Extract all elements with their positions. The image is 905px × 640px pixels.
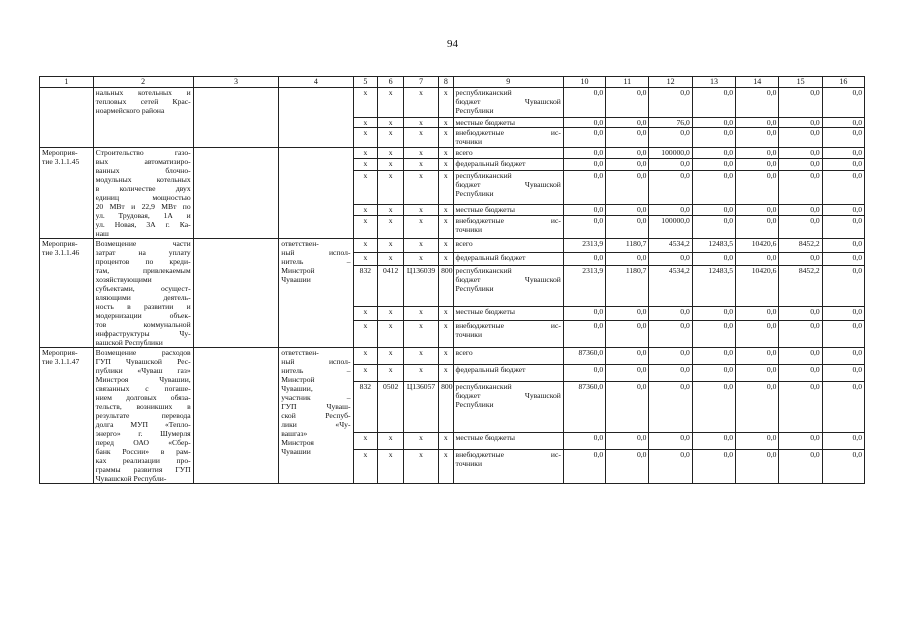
amount-cell: 0,0 (692, 450, 735, 484)
budget-code-cell: 800 (439, 382, 453, 433)
funding-source-cell: внебюджетные ис- точники (453, 128, 563, 148)
amount-cell: 0,0 (563, 88, 605, 118)
budget-code-cell: x (353, 216, 378, 239)
budget-code-cell: 0502 (378, 382, 404, 433)
program-table (39, 76, 865, 484)
amount-cell: 0,0 (822, 216, 864, 239)
column-number-16: 16 (822, 77, 864, 88)
amount-cell: 0,0 (692, 216, 735, 239)
amount-cell: 0,0 (822, 307, 864, 321)
budget-code-cell: x (439, 170, 453, 204)
amount-cell: 0,0 (822, 88, 864, 118)
budget-code-cell: x (353, 88, 378, 118)
funding-source-cell: республиканский бюджет Чувашской Республики (453, 266, 563, 307)
column-number-5: 5 (353, 77, 378, 88)
amount-cell: 0,0 (606, 433, 649, 450)
budget-code-cell: x (404, 204, 439, 215)
amount-cell: 0,0 (779, 252, 822, 266)
budget-code-cell: x (439, 365, 453, 382)
amount-cell: 0,0 (606, 365, 649, 382)
funding-source-cell: местные бюджеты (453, 307, 563, 321)
amount-cell: 0,0 (692, 118, 735, 128)
budget-code-cell: x (378, 170, 404, 204)
measure-code-cell: Мероприя- тие 3.1.1.46 (40, 239, 94, 348)
measure-code-cell: Мероприя- тие 3.1.1.47 (40, 348, 94, 484)
amount-cell: 0,0 (779, 320, 822, 347)
funding-source-cell: федеральный бюджет (453, 252, 563, 266)
budget-code-cell: x (439, 252, 453, 266)
amount-cell: 0,0 (649, 382, 692, 433)
amount-cell: 0,0 (779, 365, 822, 382)
amount-cell: 0,0 (606, 450, 649, 484)
amount-cell: 0,0 (692, 433, 735, 450)
measure-code-cell: Мероприя- тие 3.1.1.45 (40, 148, 94, 239)
budget-code-cell: x (404, 239, 439, 253)
measure-description-cell: Строительство газо- вых автоматизиро- ванных блочно- модульных котельных в количестве двух единиц мощностью 20 МВт и 22,9 МВт по ул. Трудовая, 1А и ул. Новая, 3А г. Ка- наш (93, 148, 193, 239)
amount-cell: 0,0 (779, 118, 822, 128)
budget-code-cell: x (378, 307, 404, 321)
amount-cell: 0,0 (692, 348, 735, 365)
amount-cell: 0,0 (563, 216, 605, 239)
budget-code-cell: x (439, 307, 453, 321)
amount-cell: 0,0 (736, 118, 779, 128)
amount-cell: 0,0 (563, 204, 605, 215)
amount-cell: 0,0 (736, 320, 779, 347)
amount-cell: 0,0 (649, 433, 692, 450)
amount-cell: 0,0 (649, 204, 692, 215)
amount-cell: 0,0 (563, 148, 605, 159)
budget-code-cell: x (353, 307, 378, 321)
amount-cell: 0,0 (606, 148, 649, 159)
funding-source-cell: всего (453, 348, 563, 365)
amount-cell: 4534,2 (649, 266, 692, 307)
funding-source-cell: внебюджетные ис- точники (453, 450, 563, 484)
budget-code-cell: x (404, 433, 439, 450)
amount-cell: 0,0 (606, 216, 649, 239)
column-number-1: 1 (40, 77, 94, 88)
budget-code-cell: x (404, 320, 439, 347)
amount-cell: 0,0 (779, 450, 822, 484)
amount-cell: 0,0 (822, 450, 864, 484)
amount-cell: 1180,7 (606, 239, 649, 253)
budget-code-cell: x (353, 320, 378, 347)
budget-code-cell: x (404, 365, 439, 382)
amount-cell: 0,0 (736, 170, 779, 204)
amount-cell: 0,0 (736, 252, 779, 266)
budget-code-cell: x (439, 148, 453, 159)
amount-cell: 1180,7 (606, 266, 649, 307)
amount-cell: 0,0 (779, 348, 822, 365)
column-number-4: 4 (279, 77, 353, 88)
column-number-11: 11 (606, 77, 649, 88)
amount-cell: 0,0 (779, 88, 822, 118)
budget-code-cell: x (353, 433, 378, 450)
amount-cell: 0,0 (692, 252, 735, 266)
budget-code-cell: x (439, 320, 453, 347)
budget-code-cell: 832 (353, 382, 378, 433)
budget-code-cell: x (378, 365, 404, 382)
funding-source-cell: федеральный бюджет (453, 159, 563, 170)
column-number-7: 7 (404, 77, 439, 88)
budget-code-cell: x (378, 252, 404, 266)
budget-code-cell: x (353, 348, 378, 365)
amount-cell: 0,0 (779, 307, 822, 321)
page-number: 94 (447, 38, 458, 50)
budget-code-cell: x (378, 148, 404, 159)
funding-source-cell: внебюджетные ис- точники (453, 216, 563, 239)
table-row (40, 88, 865, 118)
budget-code-cell: x (404, 348, 439, 365)
amount-cell: 0,0 (563, 433, 605, 450)
amount-cell: 0,0 (606, 252, 649, 266)
amount-cell: 100000,0 (649, 148, 692, 159)
budget-code-cell: x (439, 128, 453, 148)
measure-description-cell: нальных котельных и тепловых сетей Крас- ноармейского района (93, 88, 193, 148)
amount-cell: 10420,6 (736, 239, 779, 253)
amount-cell: 0,0 (649, 128, 692, 148)
amount-cell: 0,0 (736, 148, 779, 159)
budget-code-cell: 0412 (378, 266, 404, 307)
column-number-9: 9 (453, 77, 563, 88)
budget-code-cell: x (404, 216, 439, 239)
table-row (40, 148, 865, 159)
amount-cell: 0,0 (563, 252, 605, 266)
amount-cell: 0,0 (736, 365, 779, 382)
budget-code-cell: Ц136039 (404, 266, 439, 307)
amount-cell: 0,0 (822, 204, 864, 215)
table-row (40, 348, 865, 365)
funding-source-cell: всего (453, 239, 563, 253)
funding-source-cell: местные бюджеты (453, 118, 563, 128)
measure-code-cell (40, 88, 94, 148)
amount-cell: 0,0 (606, 320, 649, 347)
amount-cell: 76,0 (649, 118, 692, 128)
amount-cell: 0,0 (736, 216, 779, 239)
amount-cell: 100000,0 (649, 216, 692, 239)
budget-code-cell: x (404, 159, 439, 170)
amount-cell: 12483,5 (692, 239, 735, 253)
budget-code-cell: x (439, 450, 453, 484)
budget-code-cell: x (353, 118, 378, 128)
funding-source-cell: внебюджетные ис- точники (453, 320, 563, 347)
amount-cell: 0,0 (649, 348, 692, 365)
amount-cell: 0,0 (606, 307, 649, 321)
budget-code-cell: x (404, 148, 439, 159)
amount-cell: 0,0 (649, 170, 692, 204)
budget-code-cell: x (378, 128, 404, 148)
budget-code-cell: x (378, 348, 404, 365)
amount-cell: 0,0 (822, 159, 864, 170)
amount-cell: 0,0 (606, 204, 649, 215)
amount-cell: 0,0 (649, 450, 692, 484)
budget-code-cell: x (378, 88, 404, 118)
amount-cell: 0,0 (692, 88, 735, 118)
budget-code-cell: x (404, 88, 439, 118)
amount-cell: 0,0 (563, 307, 605, 321)
budget-code-cell: x (439, 118, 453, 128)
budget-code-cell: x (353, 204, 378, 215)
budget-code-cell: x (353, 159, 378, 170)
amount-cell: 0,0 (563, 365, 605, 382)
amount-cell: 0,0 (822, 252, 864, 266)
amount-cell: 0,0 (606, 128, 649, 148)
amount-cell: 0,0 (563, 170, 605, 204)
amount-cell: 0,0 (736, 382, 779, 433)
amount-cell: 0,0 (563, 159, 605, 170)
amount-cell: 0,0 (779, 170, 822, 204)
budget-code-cell: x (404, 450, 439, 484)
amount-cell: 0,0 (779, 216, 822, 239)
amount-cell: 0,0 (606, 88, 649, 118)
funding-source-cell: всего (453, 148, 563, 159)
executor-cell (279, 148, 353, 239)
amount-cell: 8452,2 (779, 239, 822, 253)
column-number-2: 2 (93, 77, 193, 88)
budget-code-cell: x (439, 204, 453, 215)
budget-code-cell: Ц136057 (404, 382, 439, 433)
amount-cell: 0,0 (822, 239, 864, 253)
amount-cell: 0,0 (822, 365, 864, 382)
budget-code-cell: x (378, 216, 404, 239)
column-number-8: 8 (439, 77, 453, 88)
amount-cell: 0,0 (649, 365, 692, 382)
budget-code-cell: x (439, 348, 453, 365)
amount-cell: 0,0 (692, 204, 735, 215)
column-number-6: 6 (378, 77, 404, 88)
amount-cell: 12483,5 (692, 266, 735, 307)
amount-cell: 0,0 (822, 118, 864, 128)
amount-cell: 0,0 (563, 128, 605, 148)
amount-cell: 0,0 (692, 148, 735, 159)
amount-cell: 0,0 (779, 204, 822, 215)
amount-cell: 0,0 (563, 450, 605, 484)
amount-cell: 0,0 (692, 382, 735, 433)
amount-cell: 0,0 (606, 348, 649, 365)
amount-cell: 0,0 (822, 266, 864, 307)
budget-code-cell: x (353, 365, 378, 382)
amount-cell: 0,0 (649, 320, 692, 347)
funding-source-cell: местные бюджеты (453, 433, 563, 450)
amount-cell: 0,0 (736, 159, 779, 170)
amount-cell: 0,0 (563, 320, 605, 347)
budget-code-cell: x (439, 216, 453, 239)
budget-code-cell: x (404, 252, 439, 266)
amount-cell: 0,0 (822, 128, 864, 148)
budget-code-cell: x (439, 239, 453, 253)
budget-code-cell: x (378, 159, 404, 170)
table-row (40, 239, 865, 253)
budget-code-cell: x (353, 148, 378, 159)
budget-code-cell: x (378, 239, 404, 253)
column-number-15: 15 (779, 77, 822, 88)
column-number-12: 12 (649, 77, 692, 88)
amount-cell: 0,0 (822, 348, 864, 365)
column-number-14: 14 (736, 77, 779, 88)
measure-description-cell: Возмещение расходов ГУП Чувашской Рес- публики «Чуваш газ» Минстроя Чувашии, связанных с погаше- нием долговых обяза- тельств, возникших в результате перевода долга МУП «Тепло- энерго» г. Шумерля перед ОАО «Сбер- банк России» в рам- ках реализации про- граммы развития ГУП Чувашской Республи- (93, 348, 193, 484)
amount-cell: 2313,9 (563, 239, 605, 253)
amount-cell: 0,0 (779, 159, 822, 170)
executor-cell: ответствен- ный испол- нитель – Минстрой Чувашии (279, 239, 353, 348)
budget-code-cell: x (353, 128, 378, 148)
amount-cell: 10420,6 (736, 266, 779, 307)
executor-cell (279, 88, 353, 148)
budget-code-cell: x (404, 170, 439, 204)
budget-code-cell: 800 (439, 266, 453, 307)
amount-cell: 0,0 (822, 148, 864, 159)
amount-cell: 8452,2 (779, 266, 822, 307)
amount-cell: 0,0 (692, 170, 735, 204)
amount-cell: 0,0 (692, 159, 735, 170)
column-number-3: 3 (193, 77, 279, 88)
amount-cell: 0,0 (606, 382, 649, 433)
amount-cell: 87360,0 (563, 348, 605, 365)
amount-cell: 0,0 (779, 128, 822, 148)
amount-cell: 0,0 (649, 159, 692, 170)
amount-cell: 0,0 (822, 320, 864, 347)
budget-code-cell: x (353, 239, 378, 253)
budget-code-cell: x (439, 159, 453, 170)
table-body (40, 77, 865, 484)
budget-code-cell: x (404, 128, 439, 148)
funding-source-cell: республиканский бюджет Чувашской Республики (453, 88, 563, 118)
amount-cell: 0,0 (822, 382, 864, 433)
amount-cell: 0,0 (736, 348, 779, 365)
amount-cell: 0,0 (736, 433, 779, 450)
executor-cell: ответствен- ный испол- нитель – Минстрой Чувашии, участник – ГУП Чуваш- ской Респуб- лики «Чу- вашгаз» Минстроя Чувашии (279, 348, 353, 484)
amount-cell: 0,0 (649, 307, 692, 321)
column-number-13: 13 (692, 77, 735, 88)
amount-cell: 0,0 (779, 433, 822, 450)
amount-cell: 2313,9 (563, 266, 605, 307)
amount-cell: 0,0 (822, 170, 864, 204)
amount-cell: 87360,0 (563, 382, 605, 433)
amount-cell: 0,0 (606, 118, 649, 128)
amount-cell: 0,0 (736, 450, 779, 484)
budget-code-cell: x (439, 88, 453, 118)
amount-cell: 0,0 (606, 159, 649, 170)
amount-cell: 0,0 (692, 320, 735, 347)
amount-cell: 0,0 (649, 88, 692, 118)
funding-source-cell: федеральный бюджет (453, 365, 563, 382)
empty-cell (193, 239, 279, 348)
budget-code-cell: 832 (353, 266, 378, 307)
empty-cell (193, 148, 279, 239)
budget-code-cell: x (353, 252, 378, 266)
amount-cell: 0,0 (736, 88, 779, 118)
budget-code-cell: x (353, 450, 378, 484)
amount-cell: 0,0 (563, 118, 605, 128)
budget-code-cell: x (439, 433, 453, 450)
amount-cell: 0,0 (649, 252, 692, 266)
amount-cell: 4534,2 (649, 239, 692, 253)
budget-code-cell: x (378, 204, 404, 215)
budget-code-cell: x (378, 450, 404, 484)
budget-code-cell: x (404, 118, 439, 128)
budget-code-cell: x (378, 118, 404, 128)
funding-source-cell: местные бюджеты (453, 204, 563, 215)
column-number-row (40, 77, 865, 88)
amount-cell: 0,0 (779, 382, 822, 433)
amount-cell: 0,0 (736, 204, 779, 215)
budget-code-cell: x (404, 307, 439, 321)
measure-description-cell: Возмещение части затрат на уплату процентов по креди- там, привлекаемым хозяйствующими субъектами, осущест- вляющими деятель- ность в развитии и модернизации объек- тов коммунальной инфраструктуры Чу- вашской Республики (93, 239, 193, 348)
funding-source-cell: республиканский бюджет Чувашской Республики (453, 382, 563, 433)
amount-cell: 0,0 (779, 148, 822, 159)
funding-source-cell: республиканский бюджет Чувашской Республики (453, 170, 563, 204)
budget-code-cell: x (353, 170, 378, 204)
column-number-10: 10 (563, 77, 605, 88)
empty-cell (193, 88, 279, 148)
amount-cell: 0,0 (692, 307, 735, 321)
amount-cell: 0,0 (606, 170, 649, 204)
amount-cell: 0,0 (736, 128, 779, 148)
amount-cell: 0,0 (736, 307, 779, 321)
amount-cell: 0,0 (692, 365, 735, 382)
budget-code-cell: x (378, 433, 404, 450)
amount-cell: 0,0 (692, 128, 735, 148)
amount-cell: 0,0 (822, 433, 864, 450)
empty-cell (193, 348, 279, 484)
budget-code-cell: x (378, 320, 404, 347)
